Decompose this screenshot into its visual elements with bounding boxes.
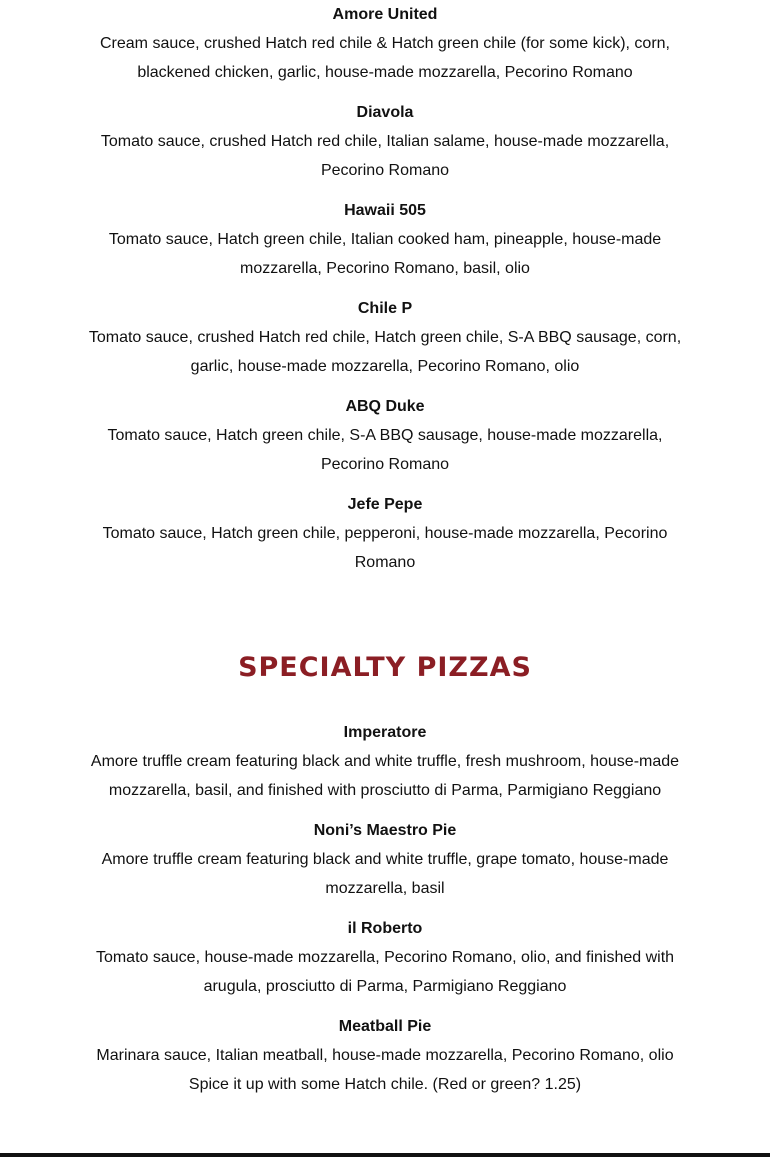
item-name: ABQ Duke	[345, 398, 425, 415]
item-name: il Roberto	[347, 920, 423, 937]
item-description: Tomato sauce, Hatch green chile, Italian cooked ham, pineapple, house-made mozzarella, Pecorino Romano, basil, olio	[108, 231, 662, 277]
menu-item	[0, 495, 770, 577]
item-note: Spice it up with some Hatch chile. (Red or green? 1.25)	[188, 1076, 582, 1093]
item-description: Tomato sauce, crushed Hatch red chile, Italian salame, house-made mozzarella, Pecorino Romano	[100, 133, 670, 179]
menu-item	[0, 919, 770, 1001]
item-name: Chile P	[357, 300, 413, 317]
specialty-pizza-list	[0, 723, 770, 1099]
menu-item	[0, 821, 770, 903]
item-name: Diavola	[356, 104, 414, 121]
item-description: Amore truffle cream featuring black and white truffle, grape tomato, house-made mozzarella, basil	[101, 851, 669, 897]
bottom-divider	[0, 1153, 770, 1157]
item-name: Imperatore	[343, 724, 427, 741]
menu-item	[0, 723, 770, 805]
item-name: Noni’s Maestro Pie	[313, 822, 457, 839]
item-description: Cream sauce, crushed Hatch red chile & Hatch green chile (for some kick), corn, blackened chicken, garlic, house-made mozzarella, Pecorino Romano	[99, 35, 670, 81]
item-description: Amore truffle cream featuring black and white truffle, fresh mushroom, house-made mozzarella, basil, and finished with prosciutto di Parma, Parmigiano Reggiano	[90, 753, 680, 799]
menu-item	[0, 299, 770, 381]
item-description: Tomato sauce, house-made mozzarella, Pecorino Romano, olio, and finished with arugula, prosciutto di Parma, Parmigiano Reggiano	[95, 949, 675, 995]
menu-item	[0, 201, 770, 283]
classic-pizza-list	[0, 0, 770, 577]
item-name: Amore United	[332, 6, 438, 23]
menu-item	[0, 397, 770, 479]
item-name: Jefe Pepe	[347, 496, 423, 513]
item-description: Tomato sauce, Hatch green chile, pepperoni, house-made mozzarella, Pecorino Romano	[102, 525, 668, 571]
item-description: Marinara sauce, Italian meatball, house-made mozzarella, Pecorino Romano, olio	[96, 1047, 674, 1064]
item-name: Meatball Pie	[338, 1018, 432, 1035]
menu-item	[0, 103, 770, 185]
menu-item	[0, 1017, 770, 1099]
item-description: Tomato sauce, Hatch green chile, S-A BBQ sausage, house-made mozzarella, Pecorino Romano	[107, 427, 663, 473]
item-description: Tomato sauce, crushed Hatch red chile, Hatch green chile, S-A BBQ sausage, corn, garlic, house-made mozzarella, Pecorino Romano, olio	[88, 329, 682, 375]
section-title-specialty-pizzas: SPECIALTY PIZZAS	[238, 652, 532, 683]
menu-item	[0, 5, 770, 87]
item-name: Hawaii 505	[344, 202, 426, 219]
